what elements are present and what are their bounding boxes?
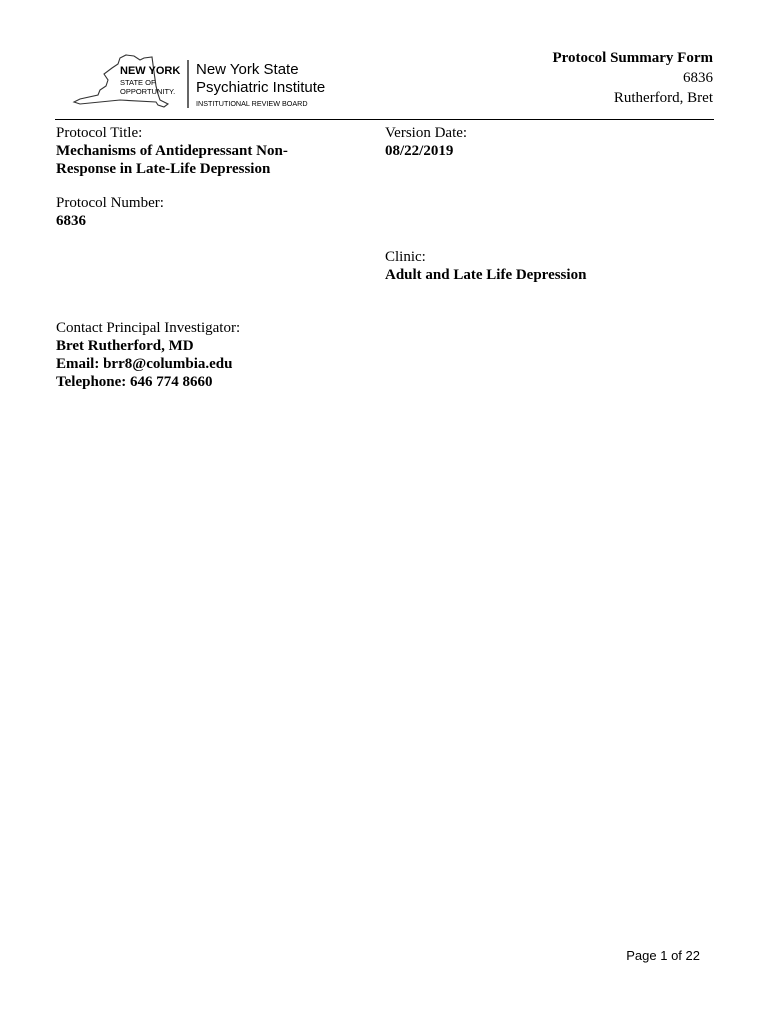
protocol-title-field [56, 124, 336, 178]
org-line2: Psychiatric Institute [196, 79, 326, 96]
header-investigator: Rutherford, Bret [613, 90, 713, 106]
protocol-number-field [56, 194, 164, 230]
ny-line1: NEW YORK [120, 65, 181, 77]
clinic-field [385, 248, 586, 284]
protocol-title-line2: Response in Late-Life Depression [56, 161, 271, 177]
protocol-number-value: 6836 [56, 213, 86, 229]
version-date-value: 08/22/2019 [385, 143, 454, 159]
version-date-label: Version Date: [385, 125, 468, 141]
org-line1: New York State [196, 61, 299, 78]
protocol-title-line1: Mechanisms of Antidepressant Non- [56, 143, 288, 159]
page-number: Page 1 of 22 [626, 948, 700, 963]
header-protocol-id: 6836 [683, 70, 713, 86]
protocol-number-label: Protocol Number: [56, 195, 164, 211]
header-rule [55, 119, 714, 120]
contact-pi-field [56, 319, 240, 391]
ny-line2: STATE OF [120, 78, 156, 87]
protocol-title-label: Protocol Title: [56, 125, 143, 141]
org-line3: INSTITUTIONAL REVIEW BOARD [196, 99, 308, 108]
contact-pi-name: Bret Rutherford, MD [56, 338, 194, 354]
version-date-field [385, 124, 467, 160]
nyspi-irb-logo [60, 52, 340, 114]
contact-pi-telephone: Telephone: 646 774 8660 [56, 374, 213, 390]
form-title: Protocol Summary Form [552, 50, 713, 66]
form-header [552, 48, 713, 108]
contact-pi-label: Contact Principal Investigator: [56, 320, 241, 336]
clinic-label: Clinic: [385, 249, 426, 265]
ny-line3: OPPORTUNITY. [120, 87, 176, 96]
clinic-value: Adult and Late Life Depression [385, 267, 587, 283]
logo-graphic [60, 52, 340, 114]
contact-pi-email: Email: brr8@columbia.edu [56, 356, 233, 372]
